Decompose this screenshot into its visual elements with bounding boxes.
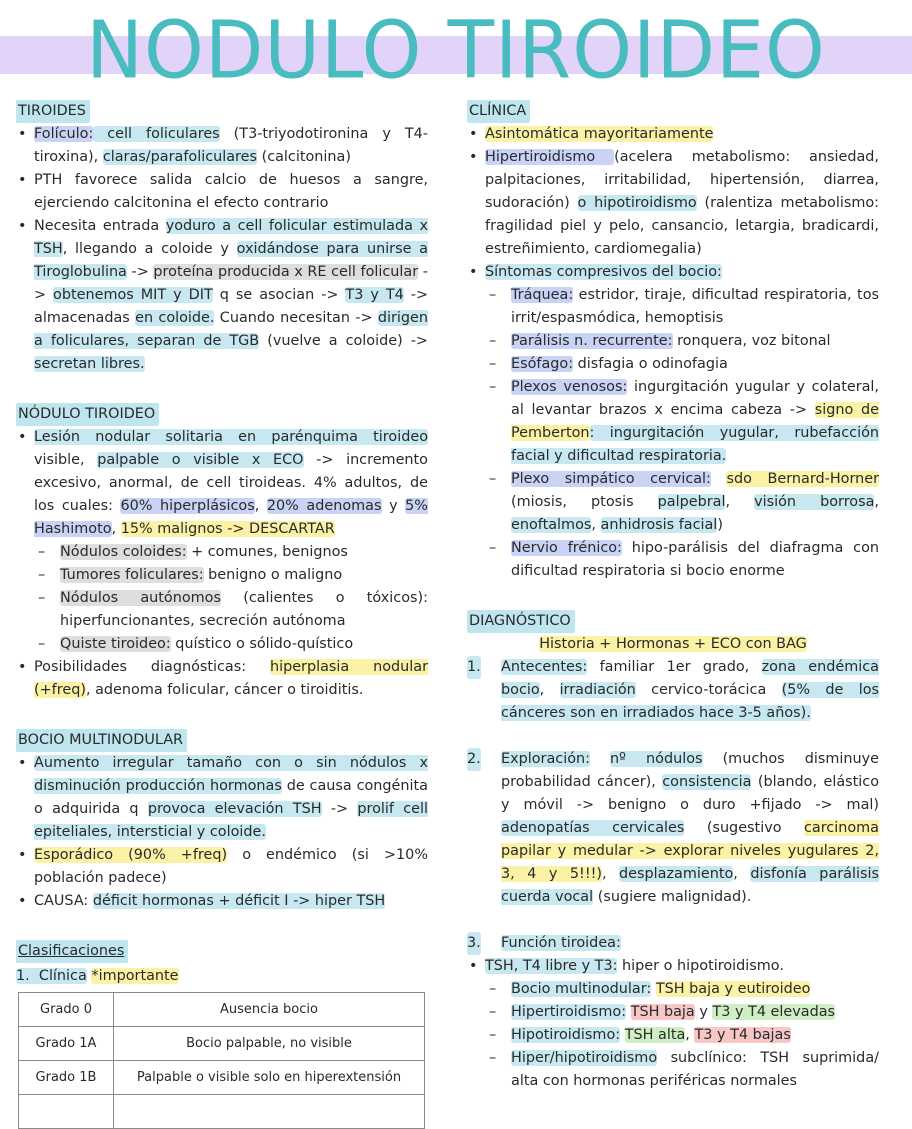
section-heading-clasificaciones: Clasificaciones xyxy=(16,940,128,963)
page-title: NODULO TIROIDEO xyxy=(86,2,826,97)
list-item: • Posibilidades diagnósticas: hiperplasia nodular (+freq), adenoma folicular, cáncer o tiroiditis. xyxy=(16,656,428,702)
list-item: • Hipertiroidismo (acelera metabolismo: ansiedad, palpitaciones, irritabilidad, hipertensión, diarrea, sudoración) o hipotiroidismo (ralentiza metabolismo: fragilidad piel y pelo, cansancio, letargia, bradicardi, estreñimiento, cardiomegalia) xyxy=(467,146,879,261)
list-item: – Hiper/hipotiroidismo subclínico: TSH suprimida/ alta con hormonas periféricas normales xyxy=(467,1047,879,1093)
list-item: 1. Antecentes: familiar 1er grado, zona endémica bocio, irradiación cervico-torácica (5% de los cánceres son en irradiados hace 3-5 años). xyxy=(467,656,879,725)
list-item: 3. Función tiroidea: xyxy=(467,932,879,955)
list-item: – Nódulos autónomos (calientes o tóxicos): hiperfuncionantes, secreción autónoma xyxy=(16,587,428,633)
list-item: – Quiste tiroideo: quístico o sólido-quístico xyxy=(16,633,428,656)
list-item: • Lesión nodular solitaria en parénquima tiroideo visible, palpable o visible x ECO -> incremento excesivo, anormal, de cell tiroideas. 4% adultos, de los cuales: 60% hiperplásicos, 20% adenomas y 5% Hashimoto, 15% malignos -> DESCARTAR xyxy=(16,426,428,541)
list-item: • PTH favorece salida calcio de huesos a sangre, ejerciendo calcitonina el efecto contrario xyxy=(16,169,428,215)
right-column xyxy=(467,96,879,1093)
list-item: – Bocio multinodular: TSH baja y eutiroideo xyxy=(467,978,879,1001)
list-item: • Asintomática mayoritariamente xyxy=(467,123,879,146)
list-item: • Necesita entrada yoduro a cell folicular estimulada x TSH, llegando a coloide y oxidándose para unirse a Tiroglobulina -> proteína producida x RE cell folicular -> obtenemos MIT y DIT q se asocian -> T3 y T4 -> almacenadas en coloide. Cuando necesitan -> dirigen a foliculares, separan de TGB (vuelve a coloide) -> secretan libres. xyxy=(16,215,428,376)
table-row: Grado 0 Ausencia bocio xyxy=(19,993,425,1027)
table-row: Grado 1B Palpable o visible solo en hiperextensión xyxy=(19,1061,425,1095)
grade-table xyxy=(18,992,425,1129)
list-item: – Tumores foliculares: benigno o maligno xyxy=(16,564,428,587)
table-row: Grado 1A Bocio palpable, no visible xyxy=(19,1027,425,1061)
subheading-clinica: 1. Clínica *importante xyxy=(16,968,179,984)
list-item: – Parálisis n. recurrente: ronquera, voz bitonal xyxy=(467,330,879,353)
section-heading-clinica: CLÍNICA xyxy=(467,100,530,123)
list-item: 2. Exploración: nº nódulos (muchos disminuye probabilidad cáncer), consistencia (blando, elástico y móvil -> benigno o duro +fijado -> mal) adenopatías cervicales (sugestivo carcinoma papilar y medular -> explorar niveles yugulares 2, 3, 4 y 5!!!), desplazamiento, disfonía parálisis cuerda vocal (sugiere malignidad). xyxy=(467,748,879,909)
table-row xyxy=(19,1095,425,1129)
list-item: – Plexos venosos: ingurgitación yugular y colateral, al levantar brazos x encima cabeza -> signo de Pemberton: ingurgitación yugular, rubefacción facial y dificultad respiratoria. xyxy=(467,376,879,468)
section-heading-nodulo: NÓDULO TIROIDEO xyxy=(16,403,159,426)
list-item: • TSH, T4 libre y T3: hiper o hipotiroidismo. xyxy=(467,955,879,978)
list-item: – Plexo simpático cervical: sdo Bernard-Horner (miosis, ptosis palpebral, visión borrosa, enoftalmos, anhidrosis facial) xyxy=(467,468,879,537)
list-item: • CAUSA: déficit hormonas + déficit I -> hiper TSH xyxy=(16,890,428,913)
section-heading-tiroides: TIROIDES xyxy=(16,100,90,123)
left-column xyxy=(16,96,428,1129)
list-item: – Nervio frénico: hipo-parálisis del diafragma con dificultad respiratoria si bocio enorme xyxy=(467,537,879,583)
list-item: – Esófago: disfagia o odinofagia xyxy=(467,353,879,376)
list-item: – Hipotiroidismo: TSH alta, T3 y T4 bajas xyxy=(467,1024,879,1047)
section-heading-diagnostico: DIAGNÓSTICO xyxy=(467,610,575,633)
list-item: – Nódulos coloides: + comunes, benignos xyxy=(16,541,428,564)
section-heading-bocio: BOCIO MULTINODULAR xyxy=(16,729,187,752)
list-item: • Síntomas compresivos del bocio: xyxy=(467,261,879,284)
list-item: • Folículo: cell foliculares (T3-triyodotironina y T4-tiroxina), claras/parafoliculares (calcitonina) xyxy=(16,123,428,169)
list-item: – Hipertiroidismo: TSH baja y T3 y T4 elevadas xyxy=(467,1001,879,1024)
list-item: • Aumento irregular tamaño con o sin nódulos x disminución producción hormonas de causa congénita o adquirida q provoca elevación TSH -> prolif cell epiteliales, intersticial y coloide. xyxy=(16,752,428,844)
list-item: • Esporádico (90% +freq) o endémico (si >10% población padece) xyxy=(16,844,428,890)
list-item: – Tráquea: estridor, tiraje, dificultad respiratoria, tos irrit/espasmódica, hemoptisis xyxy=(467,284,879,330)
diagnosis-summary: Historia + Hormonas + ECO con BAG xyxy=(539,636,807,652)
